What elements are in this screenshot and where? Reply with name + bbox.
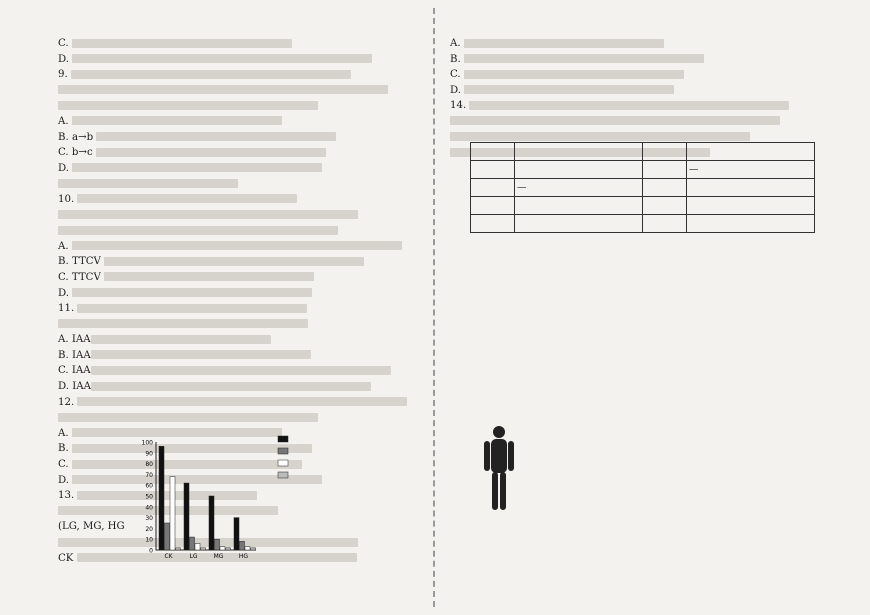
text-line: C. b→c [58, 145, 426, 161]
y-tick-label: 80 [145, 461, 153, 469]
text-line: A. [58, 426, 426, 442]
bar [170, 477, 175, 550]
bar [209, 496, 214, 550]
survey-table [470, 142, 815, 233]
y-tick-label: 100 [141, 439, 153, 447]
table-header [514, 143, 642, 161]
table-cell [642, 161, 686, 179]
table-cell [471, 161, 515, 179]
bar [176, 548, 181, 550]
bar [215, 539, 220, 550]
table-cell [514, 161, 642, 179]
bar [190, 537, 195, 550]
y-tick-label: 40 [145, 504, 153, 512]
text-line [58, 410, 426, 426]
column-divider [433, 8, 435, 607]
bar [159, 446, 164, 550]
bar [251, 548, 256, 550]
bar [240, 541, 245, 550]
y-tick-label: 0 [149, 547, 153, 555]
text-line [58, 223, 426, 239]
text-line: 10. [58, 192, 426, 208]
legend-swatch [278, 472, 288, 478]
y-tick-label: 90 [145, 450, 153, 458]
y-tick-label: 10 [145, 536, 153, 544]
human-figure-icon [480, 424, 518, 512]
text-line: C. [450, 67, 820, 83]
y-tick-label: 20 [145, 525, 153, 533]
table-row [471, 161, 815, 179]
table-cell [686, 197, 814, 215]
text-line [58, 317, 426, 333]
bar [220, 547, 225, 550]
text-line [58, 176, 426, 192]
legend-swatch [278, 436, 288, 442]
text-line: 13. [58, 488, 426, 504]
text-line: D. IAA [58, 379, 426, 395]
text-line [450, 114, 820, 130]
bar-chart [128, 432, 368, 564]
text-line: B. [450, 52, 820, 68]
table-row [471, 215, 815, 233]
text-line: A. IAA [58, 332, 426, 348]
text-line: D. [58, 52, 426, 68]
x-tick-label: HG [238, 553, 249, 560]
table-cell [514, 197, 642, 215]
y-tick-label: 30 [145, 515, 153, 523]
text-line [58, 83, 426, 99]
y-tick-label: 50 [145, 493, 153, 501]
text-line: D. [58, 161, 426, 177]
text-line: A. [450, 36, 820, 52]
bar [184, 483, 189, 550]
text-line: (LG, MG, HG [58, 519, 426, 550]
table-header [686, 143, 814, 161]
legend-swatch [278, 460, 288, 466]
bar [226, 548, 231, 550]
ips-diagram [480, 420, 810, 515]
text-line: D. [58, 473, 426, 489]
text-line: 12. [58, 395, 426, 411]
text-line: 14. [450, 98, 820, 114]
text-line [58, 208, 426, 224]
bar [234, 518, 239, 550]
text-line: C. [58, 457, 426, 473]
text-line: CK [58, 551, 426, 567]
text-line: B. [58, 441, 426, 457]
table-cell [471, 215, 515, 233]
text-line: A. [58, 239, 426, 255]
text-line: 11. [58, 301, 426, 317]
table-row [471, 197, 815, 215]
y-tick-label: 70 [145, 471, 153, 479]
table-header [471, 143, 515, 161]
bar [165, 523, 170, 550]
table-cell: — [514, 179, 642, 197]
text-line: D. [58, 286, 426, 302]
table-cell [514, 215, 642, 233]
text-line: B. a→b [58, 130, 426, 146]
table-cell: — [686, 161, 814, 179]
text-line: 9. [58, 67, 426, 83]
bar [201, 548, 206, 550]
legend-swatch [278, 448, 288, 454]
x-tick-label: LG [189, 553, 198, 560]
text-line: C. IAA [58, 363, 426, 379]
bar [245, 547, 250, 550]
y-tick-label: 60 [145, 482, 153, 490]
x-tick-label: MG [213, 553, 224, 560]
table-cell [471, 179, 515, 197]
text-line: A. [58, 114, 426, 130]
table-cell [471, 197, 515, 215]
table-row [471, 179, 815, 197]
text-line: C. [58, 36, 426, 52]
text-line: B. TTCV [58, 254, 426, 270]
text-line [58, 98, 426, 114]
table-header [642, 143, 686, 161]
table-cell [686, 179, 814, 197]
bar [195, 544, 200, 550]
table-cell [642, 215, 686, 233]
text-line: B. IAA [58, 348, 426, 364]
table-cell [642, 197, 686, 215]
text-line: D. [450, 83, 820, 99]
x-tick-label: CK [164, 553, 173, 560]
text-line: C. TTCV [58, 270, 426, 286]
table-cell [642, 179, 686, 197]
table-cell [686, 215, 814, 233]
